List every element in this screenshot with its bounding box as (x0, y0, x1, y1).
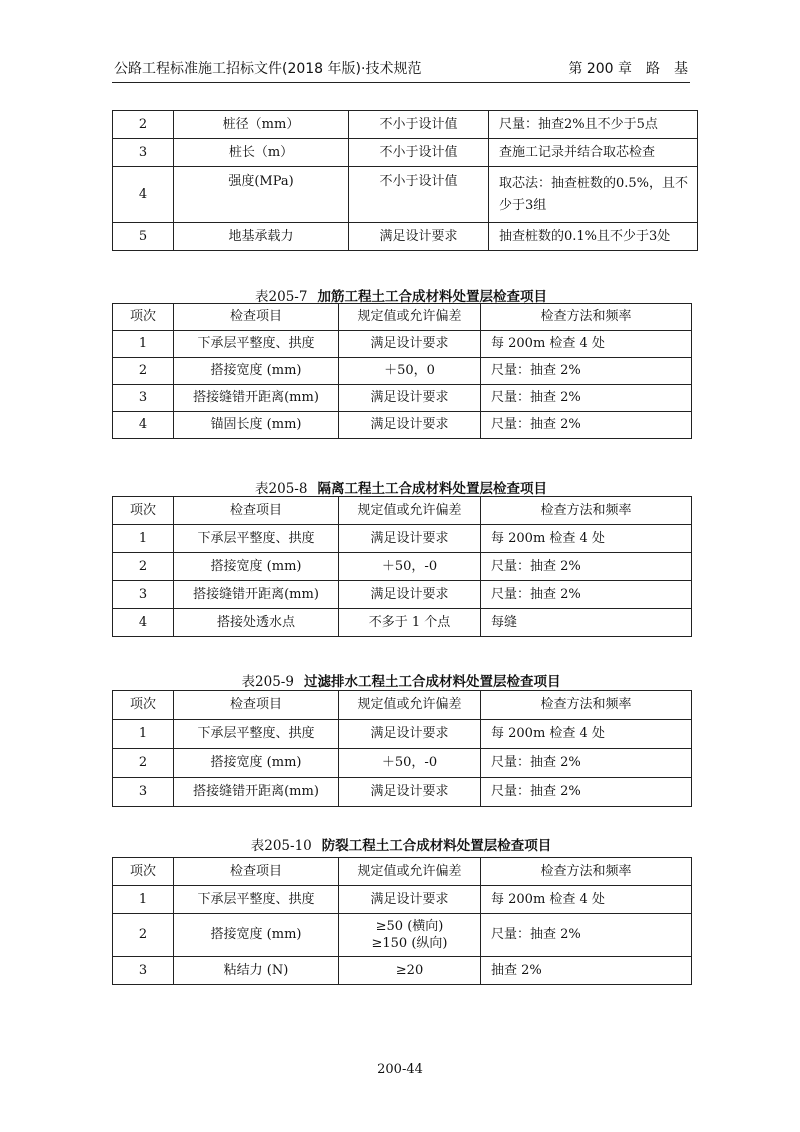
column-header: 检查方法和频率 (481, 304, 692, 331)
row-number: 2 (113, 358, 174, 385)
row-number: 1 (113, 331, 174, 358)
check-method: 每 200m 检查 4 处 (481, 525, 692, 553)
table-row (113, 957, 692, 985)
table-row (113, 778, 692, 807)
row-number: 4 (113, 167, 174, 223)
table-caption (112, 834, 690, 854)
check-item: 下承层平整度、拱度 (174, 525, 339, 553)
table-title: 加筋工程土工合成材料处置层检查项目 (317, 289, 547, 305)
table-row (113, 139, 698, 167)
spec-value: 满足设计要求 (339, 412, 481, 439)
spec-value: 不小于设计值 (349, 167, 489, 223)
check-method: 尺量：抽查 2% (481, 914, 692, 957)
row-number: 2 (113, 749, 174, 778)
table-code: 表205-7 (255, 289, 308, 305)
table-caption (112, 670, 690, 690)
table-row (113, 167, 698, 223)
table-code: 表205-9 (241, 674, 294, 690)
check-item: 搭接缝错开距离(mm) (174, 778, 339, 807)
check-item: 锚固长度 (mm) (174, 412, 339, 439)
table-row (113, 358, 692, 385)
table-row (113, 111, 698, 139)
document-title: 公路工程标准施工招标文件(2018 年版)·技术规范 (114, 61, 422, 77)
row-number: 4 (113, 412, 174, 439)
spec-value: 满足设计要求 (339, 886, 481, 914)
column-header: 规定值或允许偏差 (339, 304, 481, 331)
row-number: 1 (113, 525, 174, 553)
column-header: 检查项目 (174, 691, 339, 720)
column-header: 项次 (113, 858, 174, 886)
check-method: 尺量：抽查2%且不少于5点 (489, 111, 698, 139)
continued-table (112, 110, 698, 251)
row-number: 3 (113, 957, 174, 985)
spec-value: 不多于 1 个点 (339, 609, 481, 637)
row-number: 5 (113, 223, 174, 251)
inspection-table-205-9 (112, 690, 692, 807)
spec-value: 满足设计要求 (339, 525, 481, 553)
check-item: 搭接宽度 (mm) (174, 914, 339, 957)
chapter-title: 第 200 章 路 基 (568, 61, 688, 77)
row-number: 1 (113, 720, 174, 749)
check-method: 尺量：抽查 2% (481, 412, 692, 439)
table-header-row (113, 691, 692, 720)
check-method: 尺量：抽查 2% (481, 581, 692, 609)
check-method: 每 200m 检查 4 处 (481, 331, 692, 358)
row-number: 4 (113, 609, 174, 637)
check-method: 取芯法：抽查桩数的0.5%，且不少于3组 (489, 167, 698, 223)
table-row (113, 886, 692, 914)
check-method: 尺量：抽查 2% (481, 778, 692, 807)
spec-value: ≥20 (339, 957, 481, 985)
check-item: 搭接缝错开距离(mm) (174, 385, 339, 412)
check-method: 查施工记录并结合取芯检查 (489, 139, 698, 167)
table-caption (112, 477, 690, 497)
spec-value: ＋50，-0 (339, 553, 481, 581)
table-header-row (113, 304, 692, 331)
inspection-table-205-7 (112, 303, 692, 439)
spec-transverse: ≥50 (横向) (375, 919, 444, 934)
spec-value: ＋50，0 (339, 358, 481, 385)
row-number: 3 (113, 581, 174, 609)
spec-value: 满足设计要求 (339, 720, 481, 749)
spec-value: 不小于设计值 (349, 111, 489, 139)
table-row (113, 609, 692, 637)
table-row (113, 749, 692, 778)
row-number: 2 (113, 914, 174, 957)
check-method: 抽查桩数的0.1%且不少于3处 (489, 223, 698, 251)
row-number: 3 (113, 385, 174, 412)
column-header: 检查项目 (174, 858, 339, 886)
spec-value: 满足设计要求 (339, 581, 481, 609)
row-number: 2 (113, 553, 174, 581)
check-item: 下承层平整度、拱度 (174, 331, 339, 358)
table-row (113, 412, 692, 439)
column-header: 项次 (113, 304, 174, 331)
table-header-row (113, 858, 692, 886)
table-row (113, 581, 692, 609)
table-code: 表205-10 (250, 838, 312, 854)
spec-value (339, 914, 481, 957)
check-item: 桩径（mm） (174, 111, 349, 139)
table-row (113, 331, 692, 358)
spec-value: 满足设计要求 (349, 223, 489, 251)
check-item: 下承层平整度、拱度 (174, 720, 339, 749)
spec-value: 满足设计要求 (339, 778, 481, 807)
spec-value: 满足设计要求 (339, 331, 481, 358)
table-title: 过滤排水工程土工合成材料处置层检查项目 (303, 674, 561, 690)
check-method: 每 200m 检查 4 处 (481, 886, 692, 914)
check-method: 尺量：抽查 2% (481, 358, 692, 385)
column-header: 规定值或允许偏差 (339, 858, 481, 886)
check-item: 搭接宽度 (mm) (174, 358, 339, 385)
column-header: 检查项目 (174, 497, 339, 525)
table-row (113, 385, 692, 412)
page-number: 200-44 (377, 1062, 423, 1077)
check-item: 地基承载力 (174, 223, 349, 251)
check-item: 强度(MPa) (174, 167, 349, 223)
check-method: 尺量：抽查 2% (481, 385, 692, 412)
column-header: 项次 (113, 497, 174, 525)
check-item: 搭接宽度 (mm) (174, 749, 339, 778)
table-header-row (113, 497, 692, 525)
table-code: 表205-8 (255, 481, 308, 497)
check-item: 桩长（m） (174, 139, 349, 167)
table-row (113, 223, 698, 251)
check-item: 搭接缝错开距离(mm) (174, 581, 339, 609)
running-header (112, 56, 690, 83)
check-item: 搭接处透水点 (174, 609, 339, 637)
check-method: 每缝 (481, 609, 692, 637)
check-method: 抽查 2% (481, 957, 692, 985)
column-header: 检查方法和频率 (481, 858, 692, 886)
spec-value: 满足设计要求 (339, 385, 481, 412)
table-row (113, 553, 692, 581)
check-item: 下承层平整度、拱度 (174, 886, 339, 914)
column-header: 检查项目 (174, 304, 339, 331)
column-header: 项次 (113, 691, 174, 720)
check-item: 搭接宽度 (mm) (174, 553, 339, 581)
row-number: 1 (113, 886, 174, 914)
check-method: 每 200m 检查 4 处 (481, 720, 692, 749)
column-header: 规定值或允许偏差 (339, 497, 481, 525)
table-row (113, 525, 692, 553)
column-header: 检查方法和频率 (481, 497, 692, 525)
table-title: 隔离工程土工合成材料处置层检查项目 (317, 481, 547, 497)
column-header: 规定值或允许偏差 (339, 691, 481, 720)
table-row (113, 720, 692, 749)
check-method: 尺量：抽查 2% (481, 553, 692, 581)
inspection-table-205-10 (112, 857, 692, 985)
inspection-table-205-8 (112, 496, 692, 637)
check-method: 尺量：抽查 2% (481, 749, 692, 778)
table-title: 防裂工程土工合成材料处置层检查项目 (321, 838, 552, 854)
row-number: 3 (113, 778, 174, 807)
row-number: 3 (113, 139, 174, 167)
table-caption (112, 285, 690, 305)
table-row (113, 914, 692, 957)
row-number: 2 (113, 111, 174, 139)
column-header: 检查方法和频率 (481, 691, 692, 720)
spec-value: ＋50，-0 (339, 749, 481, 778)
spec-value: 不小于设计值 (349, 139, 489, 167)
spec-longitudinal: ≥150 (纵向) (371, 936, 448, 951)
check-item: 粘结力 (N) (174, 957, 339, 985)
